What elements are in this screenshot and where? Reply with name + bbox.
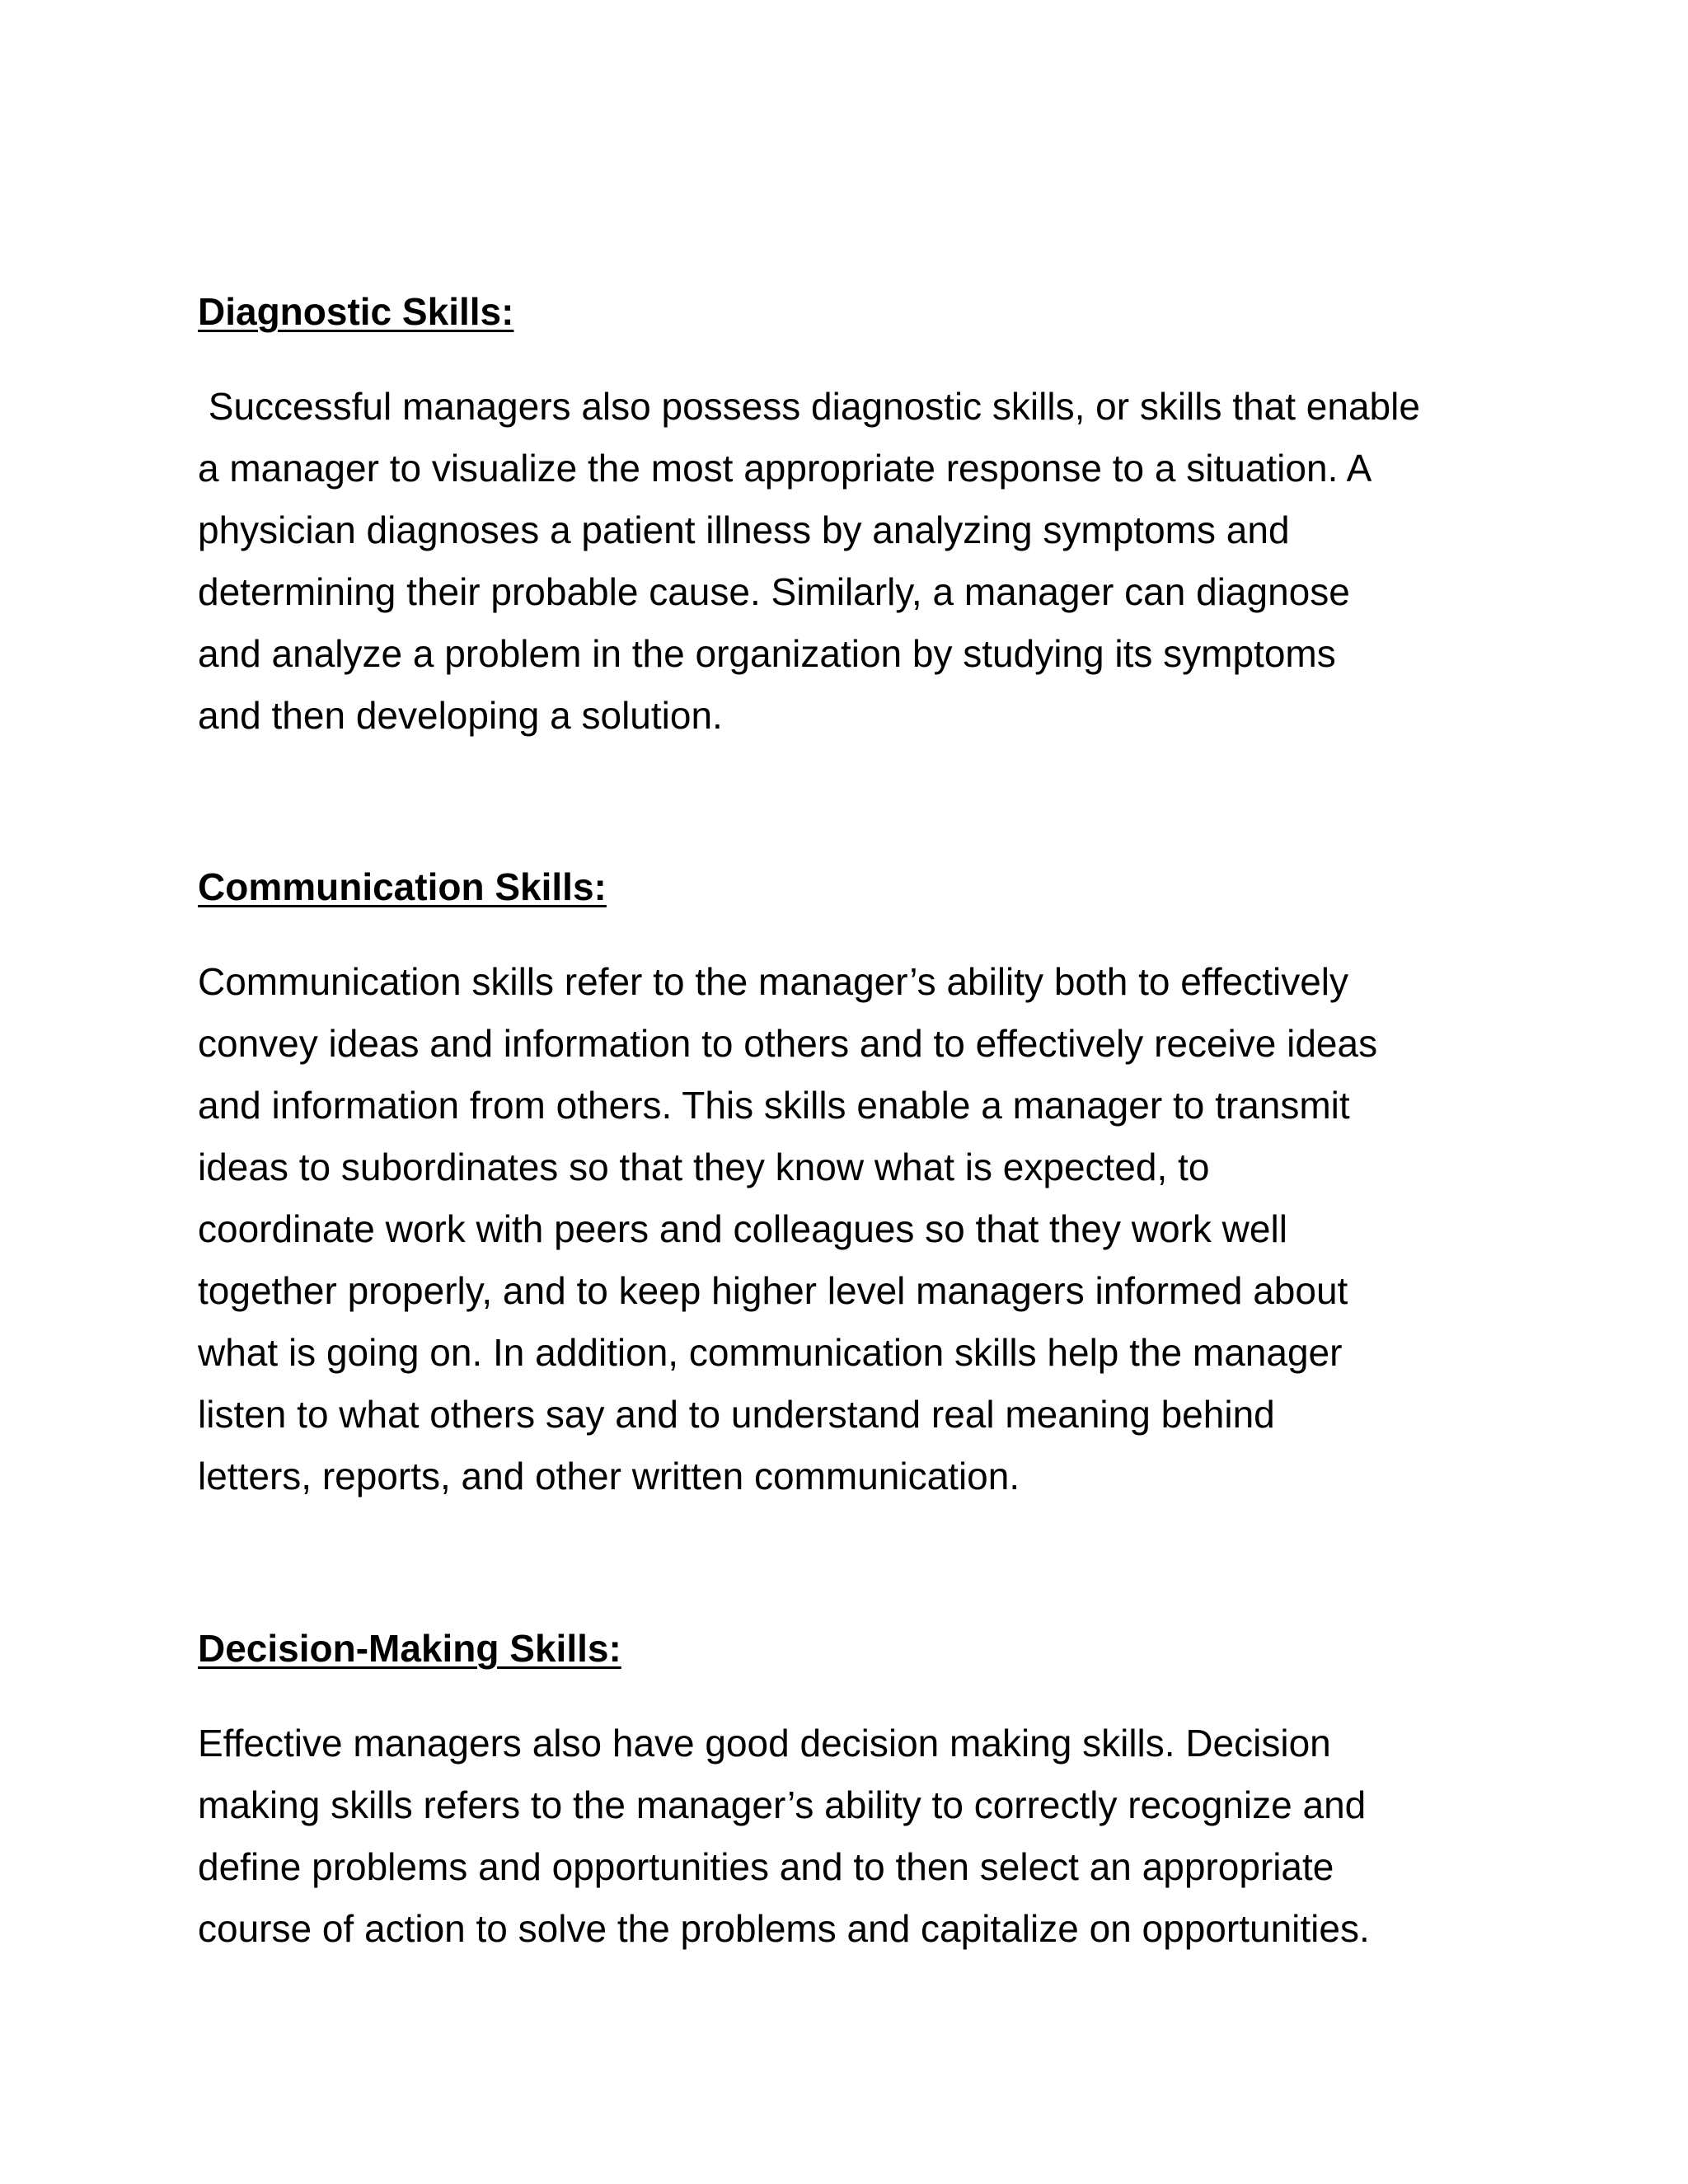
section-body [198, 951, 1517, 1507]
body-line: course of action to solve the problems and capitalize on opportunities. [198, 1907, 1370, 1950]
body-line: Successful managers also possess diagnostic skills, or skills that enable [198, 385, 1420, 428]
section-communication-skills [198, 864, 1517, 1507]
section-body [198, 1713, 1517, 1960]
body-line: listen to what others say and to understand real meaning behind [198, 1393, 1275, 1436]
body-line: physician diagnoses a patient illness by analyzing symptoms and [198, 509, 1290, 551]
body-line: making skills refers to the manager’s ability to correctly recognize and [198, 1783, 1367, 1826]
section-heading: Communication Skills: [198, 865, 607, 908]
body-line: coordinate work with peers and colleagues so that they work well [198, 1207, 1287, 1250]
body-line: together properly, and to keep higher level managers informed about [198, 1269, 1348, 1312]
body-line: determining their probable cause. Similarly, a manager can diagnose [198, 570, 1350, 613]
body-line: letters, reports, and other written communication. [198, 1455, 1020, 1497]
section-heading: Diagnostic Skills: [198, 290, 514, 333]
body-line: convey ideas and information to others and to effectively receive ideas [198, 1022, 1378, 1065]
section-diagnostic-skills [198, 288, 1517, 747]
body-line: and information from others. This skills enable a manager to transmit [198, 1084, 1350, 1127]
body-line: Communication skills refer to the manager’s ability both to effectively [198, 960, 1348, 1003]
body-line: a manager to visualize the most appropriate response to a situation. A [198, 447, 1372, 490]
section-heading: Decision-Making Skills: [198, 1627, 621, 1670]
body-line: and analyze a problem in the organization by studying its symptoms [198, 632, 1336, 675]
body-line: ideas to subordinates so that they know what is expected, to [198, 1146, 1210, 1188]
body-line: Effective managers also have good decision making skills. Decision [198, 1722, 1331, 1765]
body-line: and then developing a solution. [198, 694, 723, 737]
body-line: define problems and opportunities and to then select an appropriate [198, 1845, 1334, 1888]
section-decision-making-skills [198, 1625, 1517, 1960]
body-line: what is going on. In addition, communication skills help the manager [198, 1331, 1343, 1374]
section-body [198, 376, 1517, 747]
